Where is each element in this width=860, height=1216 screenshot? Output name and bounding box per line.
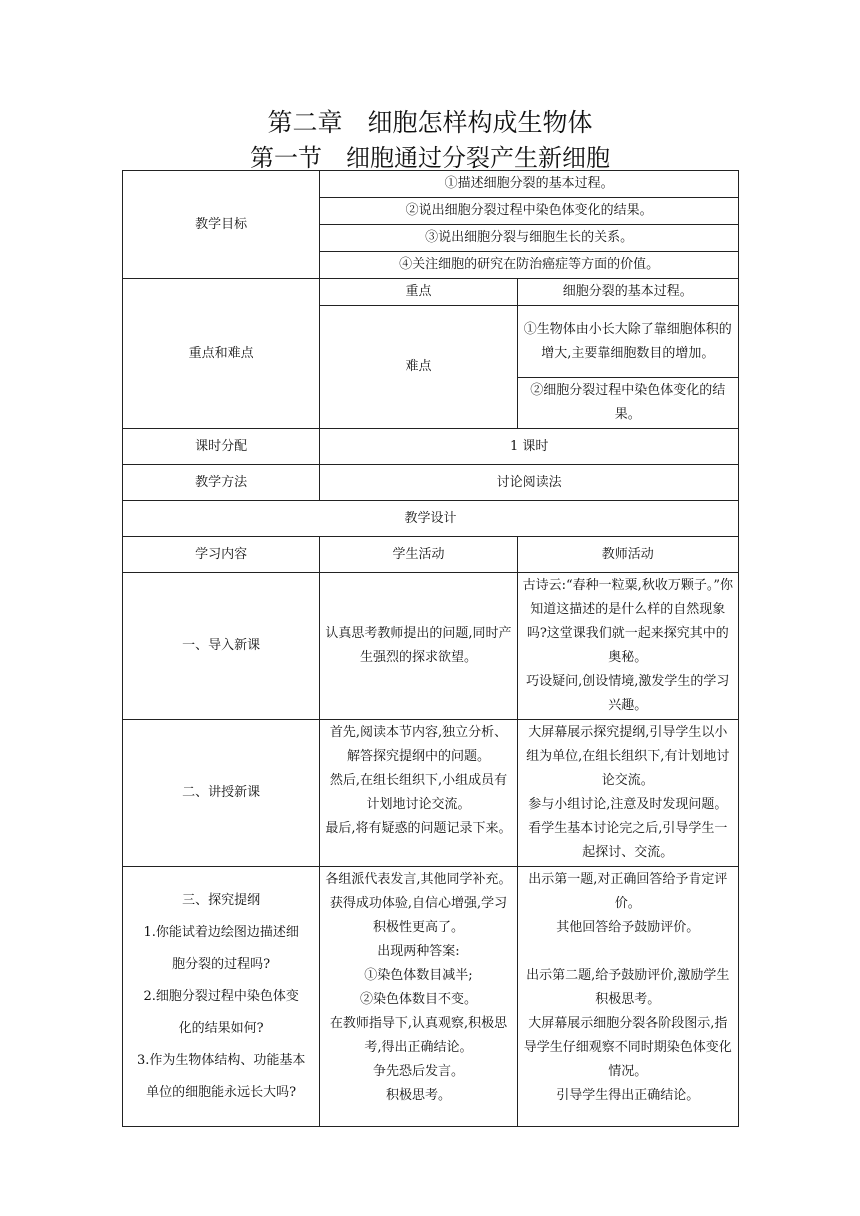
method-value: 讨论阅读法	[320, 465, 739, 501]
goal-item: ①描述细胞分裂的基本过程。	[320, 171, 739, 198]
student-cell	[320, 867, 517, 1127]
goal-item: ③说出细胞分裂与细胞生长的关系。	[320, 225, 739, 252]
student-line: 各组派代表发言,其他同学补充。	[325, 872, 512, 887]
table-row	[123, 720, 739, 867]
goal-item: ④关注细胞的研究在防治癌症等方面的价值。	[320, 252, 739, 279]
content-line: 胞分裂的过程吗?	[172, 956, 271, 972]
student-line: ①染色体数目减半;	[364, 968, 473, 983]
student-line: 出现两种答案:	[377, 944, 460, 959]
content-line: 1.你能试着边绘图边描述细	[143, 924, 299, 940]
table-row	[123, 867, 739, 1127]
teacher-line: 古诗云:“春种一粒粟,秋收万颗子。”你知道这描述的是什么样的自然现象吗?这堂课我们就一起来探究其中的奥秘。	[522, 578, 733, 665]
header-student: 学生活动	[320, 537, 517, 573]
difficulty-item: ①生物体由小长大除了靠细胞体积的增大,主要靠细胞数目的增加。	[517, 306, 738, 378]
content-line: 3.作为生物体结构、功能基本	[136, 1052, 306, 1068]
design-title: 教学设计	[123, 501, 739, 537]
content-line: 单位的细胞能永远长大吗?	[146, 1084, 297, 1100]
content-cell	[123, 867, 320, 1127]
student-line: 积极思考。	[385, 1088, 451, 1103]
header-teacher: 教师活动	[517, 537, 738, 573]
key-points-label: 重点和难点	[123, 279, 320, 429]
difficulty-label: 难点	[320, 306, 517, 429]
student-cell: 认真思考教师提出的问题,同时产生强烈的探求欲望。	[320, 573, 517, 720]
goals-label: 教学目标	[123, 171, 320, 279]
teacher-line: 巧设疑问,创设情境,激发学生的学习兴趣。	[526, 674, 730, 713]
teacher-line: 大屏幕展示细胞分裂各阶段图示,指导学生仔细观察不同时期染色体变化情况。	[523, 1016, 732, 1079]
teacher-line: 参与小组讨论,注意及时发现问题。看学生基本讨论完之后,引导学生一起探讨、交流。	[528, 797, 728, 860]
content-cell: 一、导入新课	[123, 573, 320, 720]
student-line: 然后,在组长组织下,小组成员有计划地讨论交流。	[329, 773, 508, 812]
chapter-title: 第二章 细胞怎样构成生物体	[267, 108, 593, 137]
difficulty-item: ②细胞分裂过程中染色体变化的结果。	[517, 378, 738, 429]
content-line: 2.细胞分裂过程中染色体变	[143, 988, 299, 1004]
header-content: 学习内容	[123, 537, 320, 573]
content-line: 三、探究提纲	[182, 892, 261, 908]
teacher-line: 大屏幕展示探究提纲,引导学生以小组为单位,在组长组织下,有计划地讨论交流。	[526, 725, 730, 788]
teacher-line: 出示第二题,给予鼓励评价,激励学生积极思考。	[526, 968, 730, 1007]
content-cell: 二、讲授新课	[123, 720, 320, 867]
section-title: 第一节 细胞通过分裂产生新细胞	[250, 144, 610, 172]
student-line: ②染色体数目不变。	[359, 992, 477, 1007]
teacher-cell	[517, 720, 738, 867]
teacher-cell	[517, 573, 738, 720]
teacher-line: 引导学生得出正确结论。	[556, 1088, 700, 1103]
content-line: 化的结果如何?	[178, 1020, 264, 1036]
goal-item: ②说出细胞分裂过程中染色体变化的结果。	[320, 198, 739, 225]
student-cell	[320, 720, 517, 867]
teacher-line	[523, 940, 733, 964]
lesson-plan-table	[122, 170, 739, 1127]
student-line: 首先,阅读本节内容,独立分析、解答探究提纲中的问题。	[329, 725, 508, 764]
student-line: 争先恐后发言。	[372, 1064, 464, 1079]
method-label: 教学方法	[123, 465, 320, 501]
teacher-line: 出示第一题,对正确回答给予肯定评价。	[528, 872, 728, 911]
table-row	[123, 573, 739, 720]
teacher-cell	[517, 867, 738, 1127]
student-line: 最后,将有疑惑的问题记录下来。	[325, 821, 512, 836]
focus-value: 细胞分裂的基本过程。	[517, 279, 738, 306]
teacher-line: 其他回答给予鼓励评价。	[556, 920, 700, 935]
student-line: 获得成功体验,自信心增强,学习积极性更高了。	[329, 896, 508, 935]
student-line: 在教师指导下,认真观察,积极思考,得出正确结论。	[329, 1016, 508, 1055]
hours-label: 课时分配	[123, 429, 320, 465]
hours-value: 1 课时	[320, 429, 739, 465]
focus-label: 重点	[320, 279, 517, 306]
